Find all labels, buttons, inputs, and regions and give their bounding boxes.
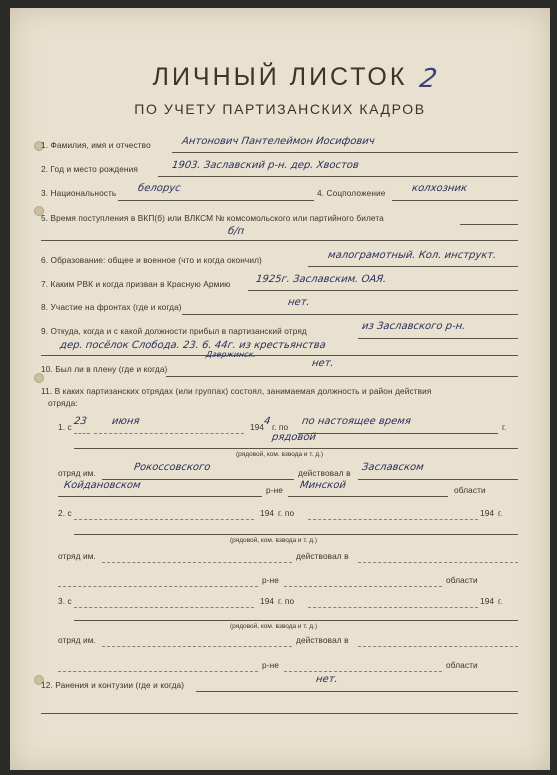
s1-acted-label: действовал в — [298, 468, 351, 478]
s1-month-line — [94, 433, 244, 434]
s1-district-value: Койдановском — [63, 480, 142, 491]
field-11-label: 11. В каких партизанских отрядах (или группах) состоял, занимаемая должность и район действия — [41, 386, 432, 396]
s1-year-prefix: 194 — [250, 422, 265, 432]
s1-region-line — [288, 496, 448, 497]
field-9-value-2: дер. посёлок Слобода. 23. 6. 44г. из крестьянства — [59, 340, 327, 351]
s1-until-line — [298, 433, 498, 434]
field-12-value: нет. — [315, 674, 339, 685]
s1-g: г. — [502, 422, 507, 432]
s2-rne: р-не — [262, 575, 279, 585]
field-1-line — [172, 152, 518, 153]
s3-otryad-label: отряд им. — [58, 635, 96, 645]
field-1-value: Антонович Пантелеймон Иосифович — [181, 136, 376, 147]
s1-acted-line — [358, 479, 518, 480]
s2-otryad-label: отряд им. — [58, 551, 96, 561]
page-number: 2 — [417, 64, 440, 94]
s2-g-po: г. по — [278, 508, 295, 518]
s2-g: г. — [498, 508, 503, 518]
field-2-line — [158, 176, 518, 177]
s3-otryad-line — [102, 646, 292, 647]
field-2-value: 1903. Заславский р-н. дер. Хвостов — [171, 160, 360, 171]
field-6-line — [308, 266, 518, 267]
field-7-value: 1925г. Заславским. ОАЯ. — [255, 274, 388, 285]
s2-date-line — [74, 519, 254, 520]
field-3-label: 3. Национальность — [41, 188, 117, 198]
s3-g: г. — [498, 596, 503, 606]
s2-year: 194 — [260, 508, 275, 518]
field-12-line — [196, 691, 518, 692]
s3-position-caption: (рядовой, ком. взвода и т. д.) — [230, 623, 317, 630]
field-9-label: 9. Откуда, когда и с какой должности прибыл в партизанский отряд — [41, 326, 307, 336]
s1-acted-value: Заславском — [361, 462, 425, 473]
s1-oblasti: области — [454, 485, 486, 495]
field-4-label: 4. Соцположение — [317, 188, 386, 198]
s2-position-caption: (рядовой, ком. взвода и т. д.) — [230, 537, 317, 544]
field-3-line — [118, 200, 314, 201]
s3-g-po: г. по — [278, 596, 295, 606]
field-5-line-2 — [41, 240, 518, 241]
field-12-line-2 — [41, 713, 518, 714]
field-9-value-1: из Заславского р-н. — [361, 321, 467, 332]
s2-otryad-line — [102, 562, 292, 563]
s2-year2: 194 — [480, 508, 495, 518]
s1-position: рядовой — [271, 432, 317, 443]
s3-acted-label: действовал в — [296, 635, 349, 645]
s1-otryad-label: отряд им. — [58, 468, 96, 478]
field-3-value: белорус — [137, 183, 182, 194]
document-subtitle: ПО УЧЕТУ ПАРТИЗАНСКИХ КАДРОВ — [134, 101, 426, 117]
s3-region-line — [284, 671, 442, 672]
field-5-value: б/п — [227, 226, 245, 237]
field-12-label: 12. Ранения и контузии (где и когда) — [41, 680, 185, 690]
field-8-line — [182, 314, 518, 315]
document-sheet — [10, 8, 550, 770]
s2-district-line — [58, 586, 258, 587]
s2-position-line — [74, 534, 518, 535]
s1-year-suffix: 4 — [263, 416, 272, 427]
field-1-label: 1. Фамилия, имя и отчество — [41, 140, 151, 150]
interlinear-note: Дзержинск. — [205, 350, 257, 359]
s1-until-label: г. по — [272, 422, 289, 432]
field-5-label: 5. Время поступления в ВКП(б) или ВЛКСМ № комсомольского или партийного билета — [41, 213, 384, 223]
field-6-label: 6. Образование: общее и военное (что и когда окончил) — [41, 255, 262, 265]
s1-day: 23 — [73, 416, 88, 427]
s2-region-line — [284, 586, 442, 587]
field-9-line-2 — [41, 355, 518, 356]
punch-hole — [34, 373, 44, 383]
s3-rne: р-не — [262, 660, 279, 670]
s3-district-line — [58, 671, 258, 672]
s1-rne: р-не — [266, 485, 283, 495]
s2-num: 2. с — [58, 508, 72, 518]
field-2-label: 2. Год и место рождения — [41, 164, 138, 174]
s1-otryad-value: Рокоссовского — [133, 462, 212, 473]
s3-acted-line — [358, 646, 518, 647]
field-7-label: 7. Каким РВК и когда призван в Красную Армию — [41, 279, 231, 289]
field-5-line — [460, 224, 518, 225]
s3-year2: 194 — [480, 596, 495, 606]
s3-year: 194 — [260, 596, 275, 606]
s3-position-line — [74, 620, 518, 621]
s3-until-line — [308, 607, 478, 608]
document-title: ЛИЧНЫЙ ЛИСТОК — [152, 63, 408, 91]
field-4-value: колхозник — [411, 183, 468, 194]
s3-num: 3. с — [58, 596, 72, 606]
field-4-line — [392, 200, 518, 201]
s3-oblasti: области — [446, 660, 478, 670]
field-8-label: 8. Участие на фронтах (где и когда) — [41, 302, 182, 312]
s1-day-line — [74, 433, 90, 434]
s1-region-value: Минской — [299, 480, 347, 491]
field-8-value: нет. — [287, 297, 311, 308]
s1-month: июня — [111, 416, 141, 427]
field-10-label: 10. Был ли в плену (где и когда) — [41, 364, 168, 374]
s2-acted-label: действовал в — [296, 551, 349, 561]
s2-until-line — [308, 519, 478, 520]
s1-district-line — [58, 496, 262, 497]
field-7-line — [248, 290, 518, 291]
s2-oblasti: области — [446, 575, 478, 585]
field-10-value: нет. — [311, 358, 335, 369]
s1-position-line — [74, 448, 518, 449]
field-11-label-2: отряда: — [48, 398, 78, 408]
field-9-line — [358, 338, 518, 339]
field-10-line — [166, 376, 518, 377]
s1-num: 1. с — [58, 422, 72, 432]
s3-date-line — [74, 607, 254, 608]
s1-until-value: по настоящее время — [301, 416, 412, 427]
field-6-value: малограмотный. Кол. инструкт. — [327, 250, 498, 261]
s2-acted-line — [358, 562, 518, 563]
s1-position-caption: (рядовой, ком. взвода и т. д.) — [236, 451, 323, 458]
